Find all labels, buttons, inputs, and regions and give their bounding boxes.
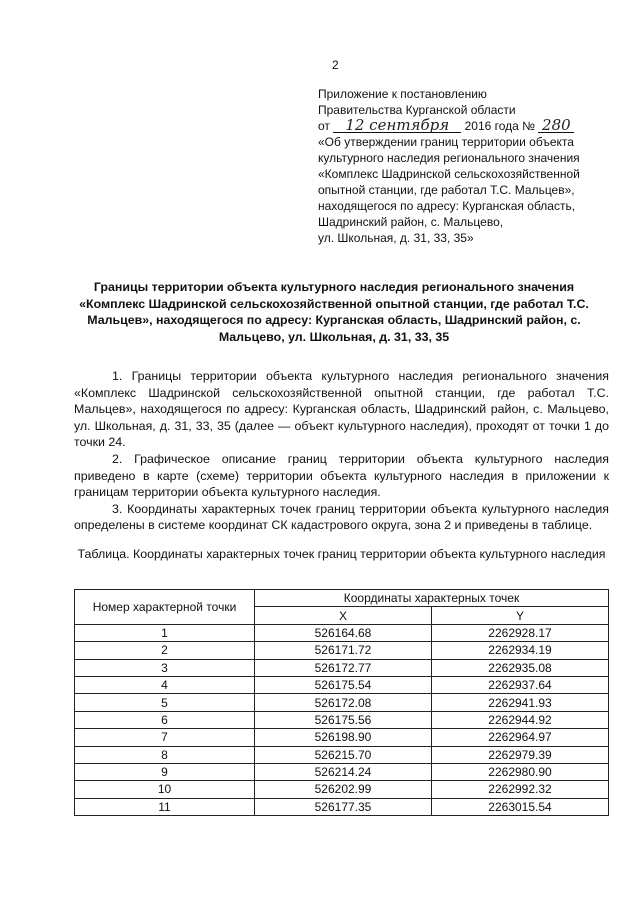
cell-point-number: 11	[75, 798, 255, 815]
cell-point-number: 1	[75, 624, 255, 641]
header-y: Y	[432, 607, 609, 624]
cell-x: 526172.77	[255, 659, 432, 676]
cell-x: 526175.56	[255, 711, 432, 728]
appendix-line: культурного наследия регионального значения	[318, 151, 580, 165]
header-coordinates: Координаты характерных точек	[255, 590, 609, 607]
cell-point-number: 2	[75, 642, 255, 659]
date-prefix: от	[318, 119, 330, 133]
cell-y: 2262934.19	[432, 642, 609, 659]
handwritten-date: 12 сентября	[333, 119, 461, 133]
appendix-line: «Об утверждении границ территории объекта	[318, 135, 574, 149]
cell-x: 526171.72	[255, 642, 432, 659]
appendix-line: ул. Школьная, д. 31, 33, 35»	[318, 231, 474, 245]
table-row	[75, 746, 609, 763]
cell-x: 526172.08	[255, 694, 432, 711]
cell-y: 2262937.64	[432, 676, 609, 693]
appendix-line: Приложение к постановлению	[318, 87, 487, 101]
header-point-number: Номер характерной точки	[75, 590, 255, 625]
cell-x: 526214.24	[255, 763, 432, 780]
coordinates-table	[74, 589, 609, 816]
appendix-line: Шадринский район, с. Мальцево,	[318, 215, 504, 229]
cell-point-number: 8	[75, 746, 255, 763]
cell-point-number: 3	[75, 659, 255, 676]
cell-point-number: 10	[75, 781, 255, 798]
table-row	[75, 711, 609, 728]
cell-point-number: 9	[75, 763, 255, 780]
cell-y: 2263015.54	[432, 798, 609, 815]
paragraph: 1. Границы территории объекта культурного наследия регионального значения «Комплекс Шадринской сельскохозяйственной опытной станции, где работал Т.С. Мальцев», находящегося по адресу: Курганская область, Шадринский район, с. Мальцево, ул. Школьная, д. 31, 33, 35 (далее — объект культурного наследия), проходят от точки 1 до точки 24.	[74, 369, 609, 450]
table-row	[75, 781, 609, 798]
appendix-date-line	[318, 118, 618, 134]
cell-x: 526215.70	[255, 746, 432, 763]
handwritten-number: 280	[538, 119, 574, 133]
cell-y: 2262980.90	[432, 763, 609, 780]
table-row	[75, 763, 609, 780]
appendix-line: опытной станции, где работал Т.С. Мальцев»,	[318, 183, 575, 197]
cell-x: 526175.54	[255, 676, 432, 693]
cell-point-number: 4	[75, 676, 255, 693]
cell-x: 526164.68	[255, 624, 432, 641]
paragraph: 3. Координаты характерных точек границ территории объекта культурного наследия определены в системе координат СК кадастрового округа, зона 2 и приведены в таблице.	[74, 501, 609, 533]
appendix-line: находящегося по адресу: Курганская область,	[318, 199, 576, 213]
table-row	[75, 642, 609, 659]
table-row	[75, 659, 609, 676]
page-number: 2	[332, 58, 339, 72]
table-row	[75, 624, 609, 641]
cell-point-number: 7	[75, 729, 255, 746]
table-row	[75, 676, 609, 693]
year-text: 2016 года №	[464, 119, 536, 133]
paragraph: 2. Графическое описание границ территории объекта культурного наследия приведено в карте (схеме) территории объекта культурного наследия в приложении к границам территории объекта культурного наследия.	[74, 451, 609, 500]
table-caption: Таблица. Координаты характерных точек границ территории объекта культурного наследия	[77, 547, 606, 561]
cell-y: 2262935.08	[432, 659, 609, 676]
cell-point-number: 6	[75, 711, 255, 728]
cell-x: 526177.35	[255, 798, 432, 815]
appendix-line: Правительства Курганской области	[318, 103, 516, 117]
body-text	[74, 368, 609, 534]
appendix-line: «Комплекс Шадринской сельскохозяйственной	[318, 167, 580, 181]
document-title: Границы территории объекта культурного наследия регионального значения «Комплекс Шадринской сельскохозяйственной опытной станции, где работал Т.С. Мальцев», находящегося по адресу: Курганская область, Шадринский район, с. Мальцево, ул. Школьная, д. 31, 33, 35	[79, 280, 589, 344]
cell-y: 2262941.93	[432, 694, 609, 711]
table-row	[75, 798, 609, 815]
cell-y: 2262944.92	[432, 711, 609, 728]
cell-point-number: 5	[75, 694, 255, 711]
cell-y: 2262979.39	[432, 746, 609, 763]
cell-y: 2262992.32	[432, 781, 609, 798]
cell-y: 2262928.17	[432, 624, 609, 641]
cell-x: 526202.99	[255, 781, 432, 798]
table-row	[75, 694, 609, 711]
cell-x: 526198.90	[255, 729, 432, 746]
appendix-header	[318, 86, 618, 246]
table-row	[75, 729, 609, 746]
cell-y: 2262964.97	[432, 729, 609, 746]
header-x: X	[255, 607, 432, 624]
table-body	[75, 624, 609, 815]
